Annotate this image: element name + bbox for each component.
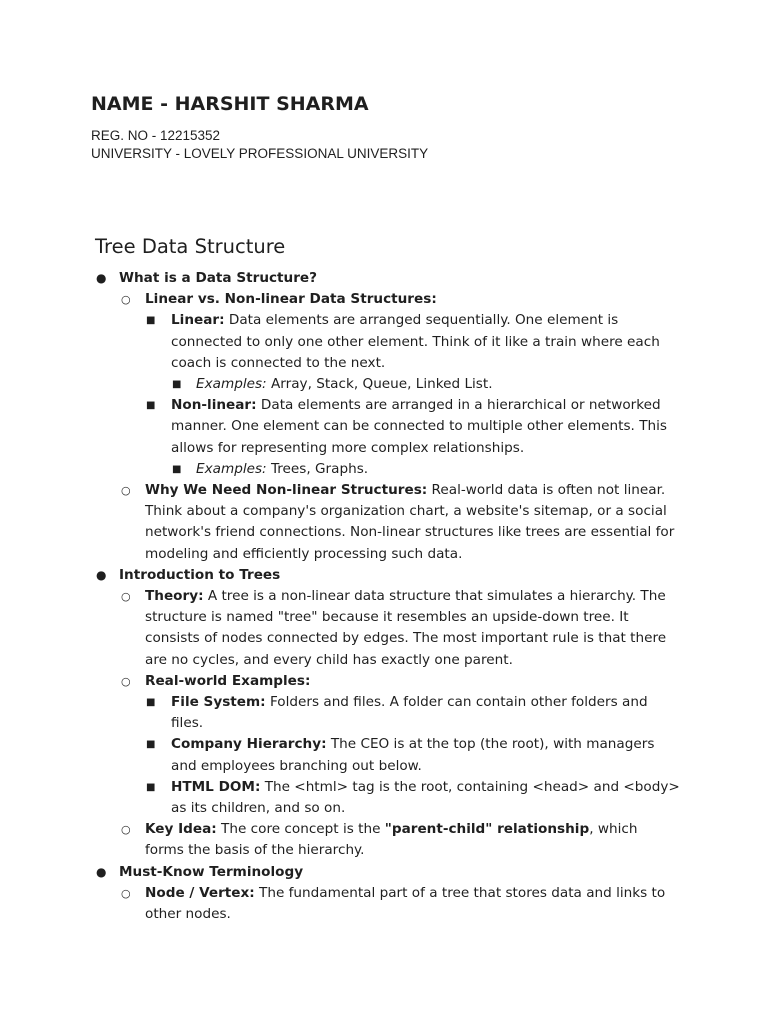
item-label: File System: [171, 694, 266, 711]
bullet-square-icon: ■ [146, 400, 156, 412]
item-label: Examples: [196, 460, 267, 477]
item-label: Why We Need Non-linear Structures: [145, 482, 428, 499]
item-text: A tree is a non-linear data structure that simulates a hierarchy. The structure is named "tree" because it resembles an upside-down tree. It consists of nodes connected by edges. The most important rule is that there are no cycles, and every child has exactly one parent. [145, 588, 667, 668]
bullet-circle-icon: ○ [121, 484, 131, 498]
list-item [121, 883, 680, 925]
list-item [146, 734, 681, 776]
item-label: Theory: [145, 588, 204, 605]
bullet-square-icon: ■ [146, 315, 156, 327]
item-label: Real-world Examples: [145, 672, 311, 689]
list-item [96, 862, 679, 883]
bullet-circle-icon: ○ [121, 590, 131, 604]
item-label: Node / Vertex: [145, 884, 255, 901]
section-heading: What is a Data Structure? [119, 270, 318, 286]
item-text: Trees, Graphs. [266, 460, 369, 477]
list-item [146, 777, 681, 819]
item-text: Folders and files. A folder can contain other folders and files. [171, 694, 648, 732]
item-text: Data elements are arranged sequentially. One element is connected to only one other element. Think of it like a train where each coach is connected to the next. [171, 312, 660, 371]
item-text: , which forms the basis of the hierarchy. [145, 821, 638, 859]
bullet-disc-icon: ● [96, 271, 107, 285]
list-item [146, 692, 681, 734]
list-item [121, 586, 680, 671]
bullet-disc-icon: ● [96, 864, 107, 879]
item-label: HTML DOM: [171, 778, 261, 795]
item-text: Data elements are arranged in a hierarchical or networked manner. One element can be connected to multiple other elements. This allows for representing more complex relationships. [171, 397, 667, 456]
university-name: UNIVERSITY - LOVELY PROFESSIONAL UNIVERSITY [91, 146, 429, 161]
bullet-circle-icon: ○ [121, 823, 131, 837]
item-text: The core concept is the [216, 821, 385, 838]
bullet-square-icon: ■ [172, 463, 182, 475]
list-item [96, 268, 679, 289]
section-heading: Introduction to Trees [119, 566, 281, 583]
author-name: NAME - HARSHIT SHARMA [91, 93, 369, 115]
item-label: Non-linear: [171, 397, 257, 414]
bullet-circle-icon: ○ [121, 293, 131, 307]
item-label: Company Hierarchy: [171, 736, 327, 753]
list-item [121, 671, 680, 692]
list-item [121, 480, 680, 565]
item-label: Linear vs. Non-linear Data Structures: [145, 291, 437, 308]
list-item [121, 289, 680, 310]
list-item [146, 395, 681, 459]
item-label: Linear: [171, 312, 225, 329]
item-label: Key Idea: [145, 821, 217, 838]
item-text: The CEO is at the top (the root), with managers and employees branching out below. [171, 736, 655, 774]
list-item [172, 374, 681, 395]
bullet-circle-icon: ○ [121, 886, 131, 900]
bullet-circle-icon: ○ [121, 674, 131, 688]
item-emphasis: "parent-child" relationship [384, 821, 590, 838]
item-text: The fundamental part of a tree that stores data and links to other nodes. [145, 884, 666, 923]
bullet-square-icon: ■ [146, 697, 156, 709]
outline-list [0, 268, 768, 925]
list-item [172, 459, 681, 480]
item-label: Examples: [196, 376, 267, 393]
bullet-square-icon: ■ [172, 379, 182, 391]
bullet-disc-icon: ● [96, 567, 107, 582]
list-item [121, 819, 680, 861]
bullet-square-icon: ■ [146, 739, 156, 751]
item-text: The <html> tag is the root, containing <head> and <body> as its children, and so on. [171, 778, 680, 817]
item-text: Real-world data is often not linear. Think about a company's organization chart, a website's sitemap, or a social network's friend connections. Non-linear structures like trees are essential for modeling and efficiently processing such data. [145, 482, 675, 562]
bullet-square-icon: ■ [146, 781, 156, 793]
section-heading: Must-Know Terminology [119, 863, 304, 880]
item-text: Array, Stack, Queue, Linked List. [266, 376, 493, 393]
registration-number: REG. NO - 12215352 [91, 128, 221, 143]
document-title: Tree Data Structure [95, 235, 286, 258]
list-item [146, 310, 681, 374]
list-item [96, 565, 679, 586]
